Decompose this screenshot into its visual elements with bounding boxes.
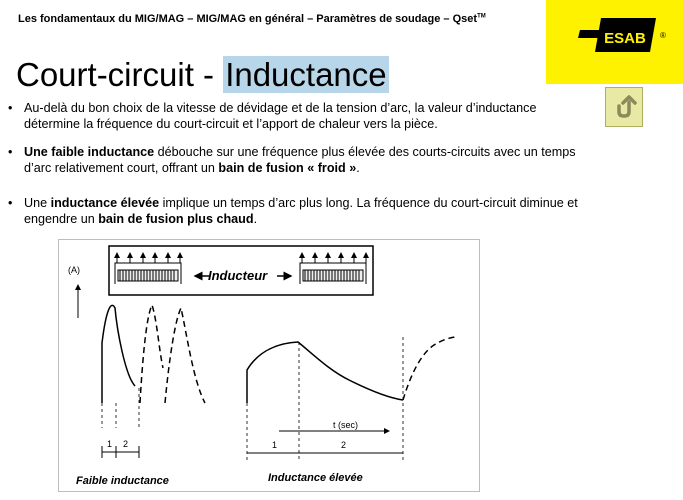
- breadcrumb: [18, 13, 486, 25]
- trademark: TM: [477, 13, 486, 20]
- bullet-item: • Une inductance élevée implique un temps d’arc plus long. La fréquence du court-circuit diminue et engendre un bain de fusion plus chaud.: [8, 195, 593, 227]
- waveform-high-dashed: [403, 337, 457, 400]
- interval-low-2: 2: [123, 439, 129, 449]
- inductance-diagram: [58, 239, 480, 492]
- interval-high-2: 2: [341, 440, 347, 450]
- waveform-low-dashed: [140, 305, 205, 403]
- bullet-list: [8, 100, 593, 227]
- logo-text: ESAB: [604, 30, 646, 47]
- page-title: [16, 55, 389, 95]
- inductor-coil-left: [115, 253, 181, 284]
- return-arrow-icon: [611, 94, 637, 120]
- inductor-coil-right: [300, 253, 366, 284]
- back-button[interactable]: [605, 87, 643, 127]
- diagram-graphic: [59, 240, 481, 493]
- interval-high-1: 1: [272, 440, 278, 450]
- bullet-item: • Une faible inductance débouche sur une fréquence plus élevée des courts-circuits avec un temps d’arc relativement court, offrant un bain de fusion « froid ».: [8, 144, 593, 176]
- caption-low-inductance: Faible inductance: [76, 475, 169, 487]
- interval-low-1: 1: [107, 439, 113, 449]
- inductor-label: Inducteur: [208, 268, 268, 283]
- waveform-high-solid: [247, 342, 403, 403]
- waveform-low-solid: [102, 305, 135, 403]
- y-axis-label: (A): [68, 265, 80, 275]
- bullet-item: • Au-delà du bon choix de la vitesse de dévidage et de la tension d’arc, la valeur d’inductance détermine la fréquence du court-circuit et l’apport de chaleur vers la pièce.: [8, 100, 593, 132]
- title-text: Court-circuit -: [16, 56, 224, 93]
- breadcrumb-text: Les fondamentaux du MIG/MAG – MIG/MAG en général – Paramètres de soudage – Qset: [18, 13, 478, 25]
- esab-logo: [546, 0, 683, 84]
- time-axis-label: t (sec): [333, 420, 359, 430]
- title-highlight: Inductance: [225, 56, 387, 93]
- logo-registered: ®: [660, 31, 666, 40]
- esab-logo-graphic: [546, 0, 683, 84]
- caption-high-inductance: Inductance élevée: [268, 472, 363, 484]
